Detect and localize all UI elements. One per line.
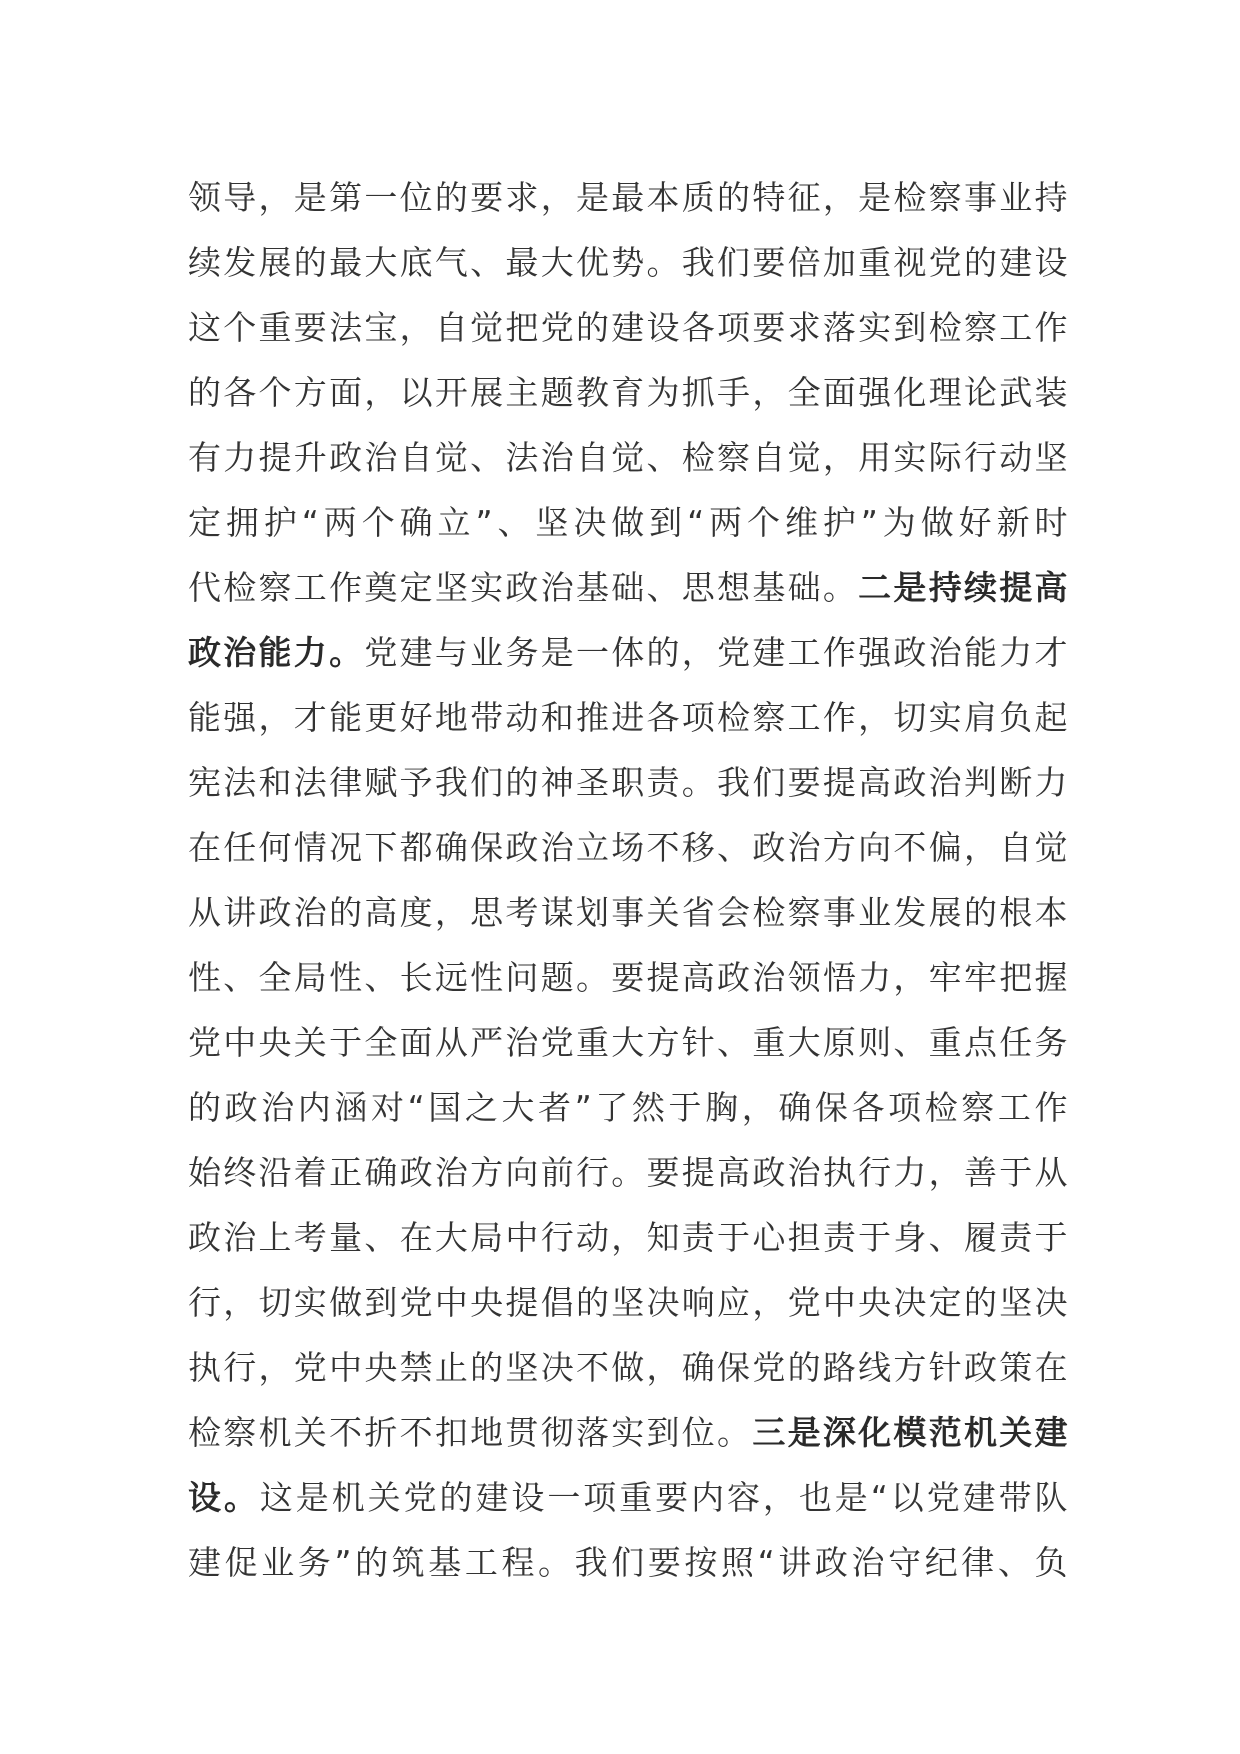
text-segment: 这个重要法宝，自觉把党的建设各项要求落实到检察工作	[188, 308, 1068, 347]
text-segment: 党建与业务是一体的，党建工作强政治能力才	[364, 633, 1069, 672]
text-segment: 从讲政治的高度，思考谋划事关省会检察事业发展的根本	[188, 893, 1068, 932]
text-segment: 的各个方面，以开展主题教育为抓手，全面强化理论武装	[188, 373, 1068, 412]
text-line	[188, 945, 1068, 1010]
text-line	[188, 230, 1068, 295]
text-segment: 这是机关党的建设一项重要内容，也是“以党建带队	[259, 1478, 1068, 1517]
text-line	[188, 620, 1068, 685]
text-segment: 在任何情况下都确保政治立场不移、政治方向不偏，自觉	[188, 828, 1068, 867]
text-line	[188, 165, 1068, 230]
text-line	[188, 685, 1068, 750]
text-segment: 始终沿着正确政治方向前行。要提高政治执行力，善于从	[188, 1153, 1068, 1192]
text-segment: 党中央关于全面从严治党重大方针、重大原则、重点任务	[188, 1023, 1068, 1062]
bold-heading-segment: 设。	[188, 1478, 260, 1517]
text-line	[188, 295, 1068, 360]
text-segment: 领导，是第一位的要求，是最本质的特征，是检察事业持	[188, 178, 1068, 217]
text-line	[188, 490, 1068, 555]
text-line	[188, 880, 1068, 945]
text-segment: 宪法和法律赋予我们的神圣职责。我们要提高政治判断力	[188, 763, 1068, 802]
bold-heading-segment: 三是深化模范机关建	[752, 1413, 1069, 1452]
text-segment: 检察机关不折不扣地贯彻落实到位。	[188, 1413, 753, 1452]
text-line	[188, 1270, 1068, 1335]
text-segment: 代检察工作奠定坚实政治基础、思想基础。	[188, 568, 859, 607]
text-segment: 定拥护“两个确立”、坚决做到“两个维护”为做好新时	[188, 503, 1068, 542]
text-line	[188, 1335, 1068, 1400]
text-segment: 性、全局性、长远性问题。要提高政治领悟力，牢牢把握	[188, 958, 1068, 997]
text-segment: 政治上考量、在大局中行动，知责于心担责于身、履责于	[188, 1218, 1068, 1257]
text-line	[188, 1205, 1068, 1270]
text-segment: 的政治内涵对“国之大者”了然于胸，确保各项检察工作	[188, 1088, 1068, 1127]
text-line	[188, 555, 1068, 620]
text-line	[188, 1465, 1068, 1530]
body-text	[188, 165, 1068, 1595]
text-line	[188, 815, 1068, 880]
text-segment: 续发展的最大底气、最大优势。我们要倍加重视党的建设	[188, 243, 1068, 282]
text-segment: 有力提升政治自觉、法治自觉、检察自觉，用实际行动坚	[188, 438, 1068, 477]
text-line	[188, 1530, 1068, 1595]
text-line	[188, 750, 1068, 815]
text-line	[188, 1010, 1068, 1075]
text-line	[188, 1075, 1068, 1140]
text-line	[188, 1140, 1068, 1205]
text-line	[188, 1400, 1068, 1465]
text-segment: 能强，才能更好地带动和推进各项检察工作，切实肩负起	[188, 698, 1068, 737]
text-segment: 行，切实做到党中央提倡的坚决响应，党中央决定的坚决	[188, 1283, 1068, 1322]
text-line	[188, 360, 1068, 425]
bold-heading-segment: 政治能力。	[188, 633, 365, 672]
bold-heading-segment: 二是持续提高	[858, 568, 1069, 607]
text-line	[188, 425, 1068, 490]
text-segment: 建促业务”的筑基工程。我们要按照“讲政治守纪律、负	[188, 1543, 1068, 1582]
text-segment: 执行，党中央禁止的坚决不做，确保党的路线方针政策在	[188, 1348, 1068, 1387]
